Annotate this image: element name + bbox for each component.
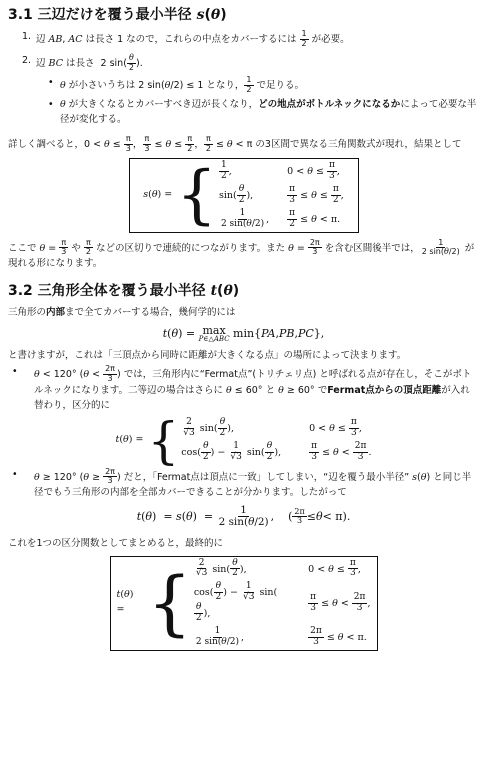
equation-t-cases: t(θ) = { $\frac{2}{√3}$ sin( $\frac{\theta}{2}$ ), 0 < θ ≤ $\frac{\pi}{3}$ , cos( $\frac{\theta}{2}$ ) − $\frac{1}{√3}$ sin( $\frac{\theta}{2}$ ), $\frac{\pi}{3}$ ≤ θ < $\frac{2\pi}{3}$ . [115, 411, 372, 470]
paragraph-geometric: 三角形の内部まで全てカバーする場合，幾何学的には [8, 307, 236, 319]
formula-box-s: s(θ) = { $\frac{1}{2}$ , 0 < θ ≤ $\frac{\pi}{3}$ , sin( $\frac{\theta}{2}$ ), $\frac{\pi}{3}$ ≤ θ ≤ $\frac{\pi}{2}$ , $\frac{1}{2 \sin(\theta/2)}$ , $\frac{\pi}{2}$ ≤ θ < π. [129, 158, 359, 233]
equation-t-equals-s: t ( θ ) = s ( θ ) = $\frac{1}{2 \sin(\theta/2)}$ , ( $\frac{2\pi}{3}$ ≤ θ < π). [136, 503, 351, 529]
section-3-1-heading: 3.1 三辺だけを覆う最小半径 s(θ) [8, 7, 227, 23]
equation-maxmin: t ( θ ) = max P∈△ABC min{ PA , PB , PC }, [162, 323, 325, 343]
bullet-vertex: • θ ≥ 120° (θ ≥ $\frac{2\pi}{3}$ ) だと，「Fermat点は頂点に一致」してしまい，“辺を覆う最小半径” s(θ) と同じ半径でもう三角形の内部を全部カバーできることが分かります。したがって [12, 466, 472, 499]
paragraph-continuity: ここで θ = $\frac{\pi}{3}$ や $\frac{\pi}{2}$ などの区切りで連続的につながります。また θ = $\frac{2\pi}{3}$ を含む区間後半では， $\frac{1}{2 \sin(\theta/2)}$ が現れる形になります。 [8, 237, 475, 270]
bullet-list [8, 76, 479, 127]
list-item-1: 1. 辺 AB, AC は長さ 1 なので，これらの中点をカバーするには $\frac{1}{2}$ が必要。 [22, 29, 350, 48]
paragraph-summary: これを1つの区分関数としてまとめると，最終的に [8, 537, 224, 549]
bullet-list-2 [8, 365, 479, 413]
paragraph-determined: と書けますが，これは「三頂点から同時に距離が大きくなる点」の場所によって決まります。 [8, 349, 407, 361]
bullet-item-2: • θ が大きくなるとカバーすべき辺が長くなり，どの地点がボトルネックになるかによって必要な半径が変化する。 [48, 98, 477, 125]
list-item-2: 2. 辺 BC は長さ 2 sin( $\frac{\theta}{2}$ ). [22, 52, 143, 72]
bullet-fermat: • θ < 120° (θ < $\frac{2\pi}{3}$ ) では，三角形内に“Fermat点”(トリチェリ点) と呼ばれる点が存在し，そこがボトルネックになります。二等辺の場合はさらに θ ≤ 60° と θ ≥ 60° でFermat点からの頂点距離が入れ替わり，区分的に [12, 364, 472, 411]
bullet-item-1: • θ が小さいうちは 2 sin(θ/2) ≤ 1 となり， $\frac{1}{2}$ で足りる。 [48, 75, 305, 95]
numbered-list [8, 30, 479, 72]
paragraph-intervals: 詳しく調べると，0 < θ ≤ $\frac{\pi}{3}$ ， $\frac{\pi}{3}$ ≤ θ ≤ $\frac{\pi}{2}$ ， $\frac{\pi}{2}$ ≤ θ < π の3区間で異なる三角関数式が現れ，結果として [8, 134, 462, 154]
section-3-2-heading: 3.2 三角形全体を覆う最小半径 t(θ) [8, 282, 240, 299]
formula-box-t: t(θ) = { $\frac{2}{√3}$ sin( $\frac{\theta}{2}$ ), 0 < θ ≤ $\frac{\pi}{3}$ , cos( $\frac{\theta}{2}$ ) − $\frac{1}{√3}$ sin( $\frac{\theta}{2}$ ), $\frac{\pi}{3}$ ≤ θ < $\frac{2\pi}{3}$ , $\frac{1}{2 \sin(\theta/2)}$ , $\frac{2\pi}{3}$ ≤ θ < π. [110, 556, 378, 651]
bullet-list-3 [8, 468, 479, 501]
